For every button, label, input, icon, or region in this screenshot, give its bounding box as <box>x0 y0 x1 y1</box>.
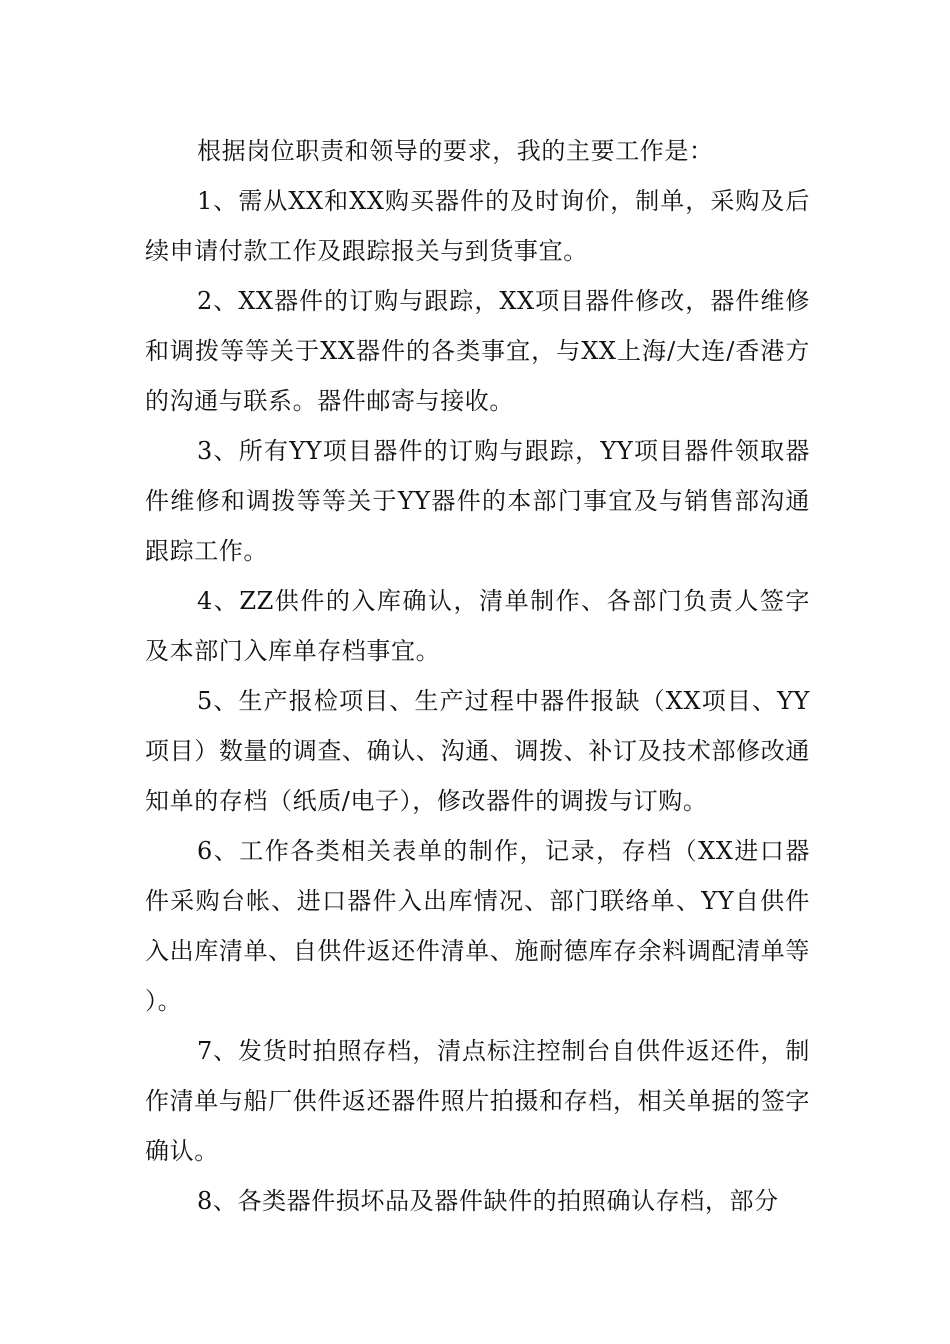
duty-item-1: 1、需从XX和XX购买器件的及时询价，制单，采购及后续申请付款工作及跟踪报关与到货事宜。 <box>145 187 810 265</box>
duty-item-6: 6、工作各类相关表单的制作，记录，存档（XX进口器件采购台帐、进口器件入出库情况、部门联络单、YY自供件入出库清单、自供件返还件清单、施耐德库存余料调配清单等）。 <box>145 837 810 1015</box>
document-body <box>145 126 810 1226</box>
duty-item-8: 8、各类器件损坏品及器件缺件的拍照确认存档，部分 <box>197 1187 779 1215</box>
duty-item-4: 4、ZZ供件的入库确认，清单制作、各部门负责人签字及本部门入库单存档事宜。 <box>145 587 810 665</box>
duty-item-7: 7、发货时拍照存档，清点标注控制台自供件返还件，制作清单与船厂供件返还器件照片拍摄和存档，相关单据的签字确认。 <box>145 1037 810 1165</box>
intro-paragraph: 根据岗位职责和领导的要求，我的主要工作是： <box>197 137 714 165</box>
duty-item-2: 2、XX器件的订购与跟踪，XX项目器件修改，器件维修和调拨等等关于XX器件的各类事宜，与XX上海/大连/香港方的沟通与联系。器件邮寄与接收。 <box>145 287 810 415</box>
duty-item-5: 5、生产报检项目、生产过程中器件报缺（XX项目、YY项目）数量的调查、确认、沟通、调拨、补订及技术部修改通知单的存档（纸质/电子），修改器件的调拨与订购。 <box>145 687 810 815</box>
duty-item-3: 3、所有YY项目器件的订购与跟踪，YY项目器件领取器件维修和调拨等等关于YY器件的本部门事宜及与销售部沟通跟踪工作。 <box>145 437 810 565</box>
